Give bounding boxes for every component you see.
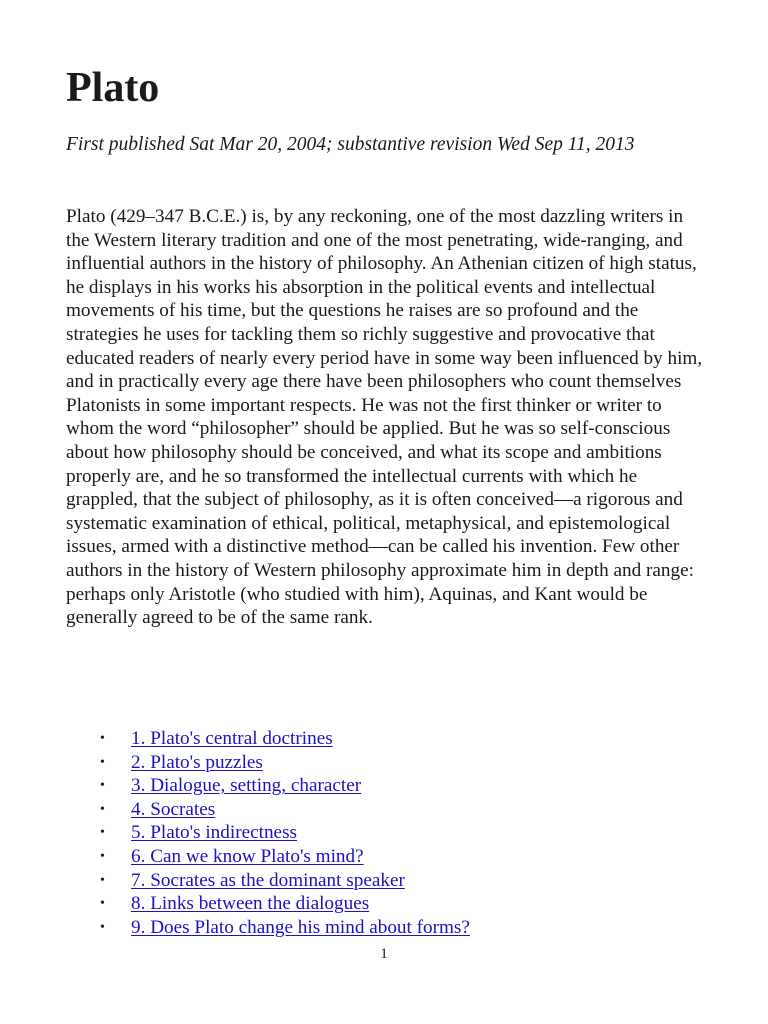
- toc-link-socrates[interactable]: 4. Socrates: [131, 798, 216, 820]
- bullet-icon: •: [100, 919, 105, 935]
- toc-item: [66, 821, 706, 845]
- bullet-icon: •: [100, 754, 105, 770]
- bullet-icon: •: [100, 801, 105, 817]
- bullet-icon: •: [100, 778, 105, 794]
- toc-item: [66, 892, 706, 916]
- toc-link-puzzles[interactable]: 2. Plato's puzzles: [131, 751, 263, 773]
- page-number: 1: [380, 946, 388, 962]
- toc-link-platos-mind[interactable]: 6. Can we know Plato's mind?: [131, 845, 364, 867]
- toc-item: [66, 869, 706, 893]
- bullet-icon: •: [100, 896, 105, 912]
- toc-link-dominant-speaker[interactable]: 7. Socrates as the dominant speaker: [131, 869, 405, 891]
- publication-info: First published Sat Mar 20, 2004; substantive revision Wed Sep 11, 2013: [66, 134, 635, 155]
- toc-item: [66, 916, 706, 940]
- toc-item: [66, 845, 706, 869]
- table-of-contents: [66, 727, 706, 939]
- toc-link-links-between-dialogues[interactable]: 8. Links between the dialogues: [131, 893, 370, 915]
- bullet-icon: •: [100, 848, 105, 864]
- toc-link-indirectness[interactable]: 5. Plato's indirectness: [131, 822, 297, 844]
- toc-item: [66, 727, 706, 751]
- toc-link-change-mind-forms[interactable]: 9. Does Plato change his mind about forms?: [131, 916, 470, 938]
- toc-link-dialogue-setting-character[interactable]: 3. Dialogue, setting, character: [131, 775, 362, 797]
- toc-item: [66, 751, 706, 775]
- bullet-icon: •: [100, 731, 105, 746]
- bullet-icon: •: [100, 825, 105, 841]
- page-title: Plato: [66, 65, 160, 111]
- toc-link-central-doctrines[interactable]: 1. Plato's central doctrines: [131, 728, 333, 749]
- toc-item: [66, 774, 706, 798]
- toc-item: [66, 798, 706, 822]
- intro-paragraph: Plato (429–347 B.C.E.) is, by any reckoning, one of the most dazzling writers in the Western literary tradition and one of the most penetrating, wide-ranging, and influential authors in the history of philosophy. An Athenian citizen of high status, he displays in his works his absorption in the political events and intellectual movements of his time, but the questions he raises are so profound and the strategies he uses for tackling them so richly suggestive and provocative that educated readers of nearly every period have in some way been influenced by him, and in practically every age there have been philosophers who count themselves Platonists in some important respects. He was not the first thinker or writer to whom the word “philosopher” should be applied. But he was so self-conscious about how philosophy should be conceived, and what its scope and ambitions properly are, and he so transformed the intellectual currents with which he grappled, that the subject of philosophy, as it is often conceived—a rigorous and systematic examination of ethical, political, metaphysical, and epistemological issues, armed with a distinctive method—can be called his invention. Few other authors in the history of Western philosophy approximate him in depth and range: perhaps only Aristotle (who studied with him), Aquinas, and Kant would be generally agreed to be of the same rank.: [66, 206, 703, 629]
- bullet-icon: •: [100, 872, 105, 888]
